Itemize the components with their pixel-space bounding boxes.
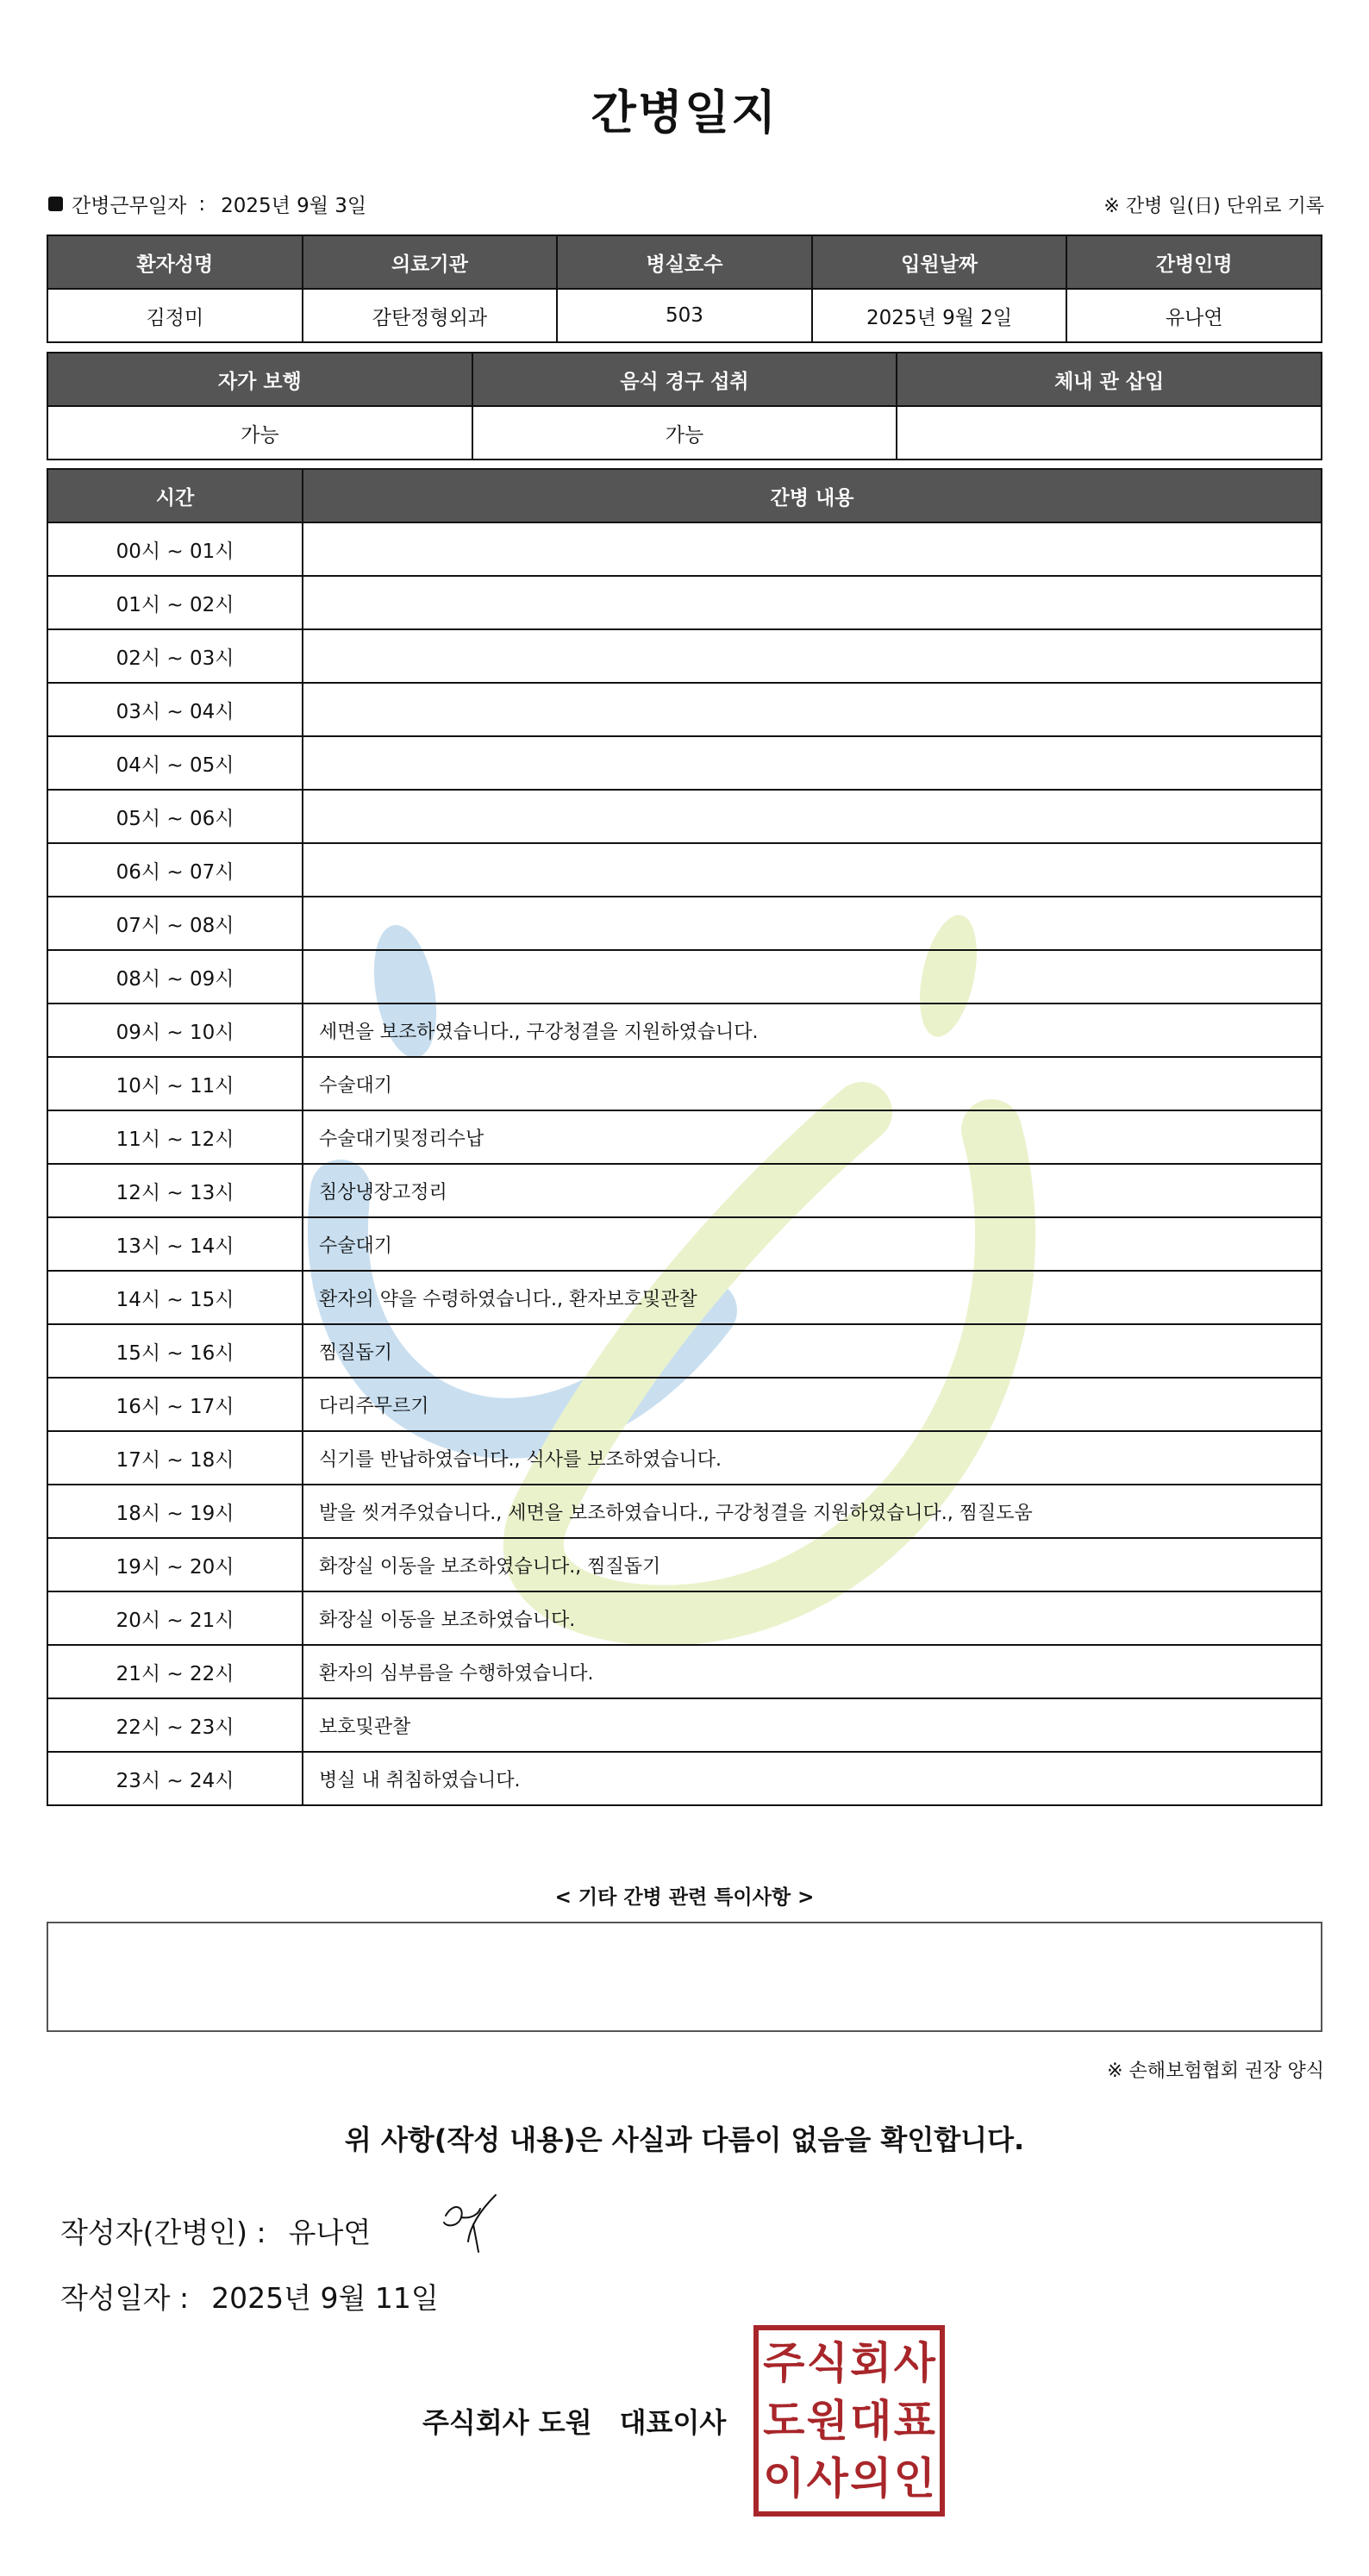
care-log-content — [303, 736, 1322, 790]
writer-label: 작성자(간병인) : — [60, 2216, 266, 2249]
room-number: 503 — [557, 289, 812, 342]
unit-note: ※ 간병 일(日) 단위로 기록 — [1103, 196, 1324, 217]
header-admission-date: 입원날짜 — [812, 235, 1067, 289]
patient-status-header-row — [47, 353, 1322, 406]
care-log-row — [47, 790, 1322, 843]
care-log-row — [47, 1004, 1322, 1057]
work-date-label: 간병근무일자 — [72, 195, 187, 217]
care-log-content — [303, 843, 1322, 897]
care-log-content — [303, 576, 1322, 629]
care-log-time: 16시 ~ 17시 — [47, 1378, 303, 1431]
care-log-content: 수술대기 — [303, 1217, 1322, 1271]
care-log-row — [47, 1057, 1322, 1110]
seal-char: 의 — [850, 2454, 892, 2504]
care-log-row — [47, 1698, 1322, 1752]
care-log-time: 03시 ~ 04시 — [47, 683, 303, 736]
company-line — [422, 2401, 726, 2441]
header-patient-name: 환자성명 — [47, 235, 303, 289]
seal-char: 인 — [893, 2454, 935, 2504]
document-title: 간병일지 — [591, 85, 778, 140]
care-log-row — [47, 950, 1322, 1004]
care-log-content: 환자의 약을 수령하였습니다., 환자보호및관찰 — [303, 1271, 1322, 1324]
header-tube-insertion: 체내 관 삽입 — [897, 353, 1322, 406]
care-log-content: 화장실 이동을 보조하였습니다., 찜질돕기 — [303, 1538, 1322, 1591]
written-date-line — [60, 2276, 439, 2317]
company-seal-stamp — [753, 2325, 945, 2517]
company-representative-title: 대표이사 — [619, 2406, 727, 2439]
tube-insertion — [897, 406, 1322, 460]
care-log-time: 13시 ~ 14시 — [47, 1217, 303, 1271]
care-log-time: 12시 ~ 13시 — [47, 1164, 303, 1217]
care-log-row — [47, 1431, 1322, 1485]
care-log-content: 병실 내 취침하였습니다. — [303, 1752, 1322, 1805]
care-log-time: 06시 ~ 07시 — [47, 843, 303, 897]
care-log-time: 14시 ~ 15시 — [47, 1271, 303, 1324]
care-log-content: 침상냉장고정리 — [303, 1164, 1322, 1217]
seal-char: 주 — [763, 2337, 805, 2388]
care-log-row — [47, 1110, 1322, 1164]
care-log-row — [47, 897, 1322, 950]
care-log-time: 04시 ~ 05시 — [47, 736, 303, 790]
care-log-time: 09시 ~ 10시 — [47, 1004, 303, 1057]
care-log-row — [47, 576, 1322, 629]
writer-name: 유나연 — [288, 2216, 372, 2249]
care-log-content: 다리주무르기 — [303, 1378, 1322, 1431]
seal-char: 사 — [806, 2454, 848, 2504]
care-log-row — [47, 1324, 1322, 1378]
care-log-content — [303, 897, 1322, 950]
care-log-time: 20시 ~ 21시 — [47, 1591, 303, 1645]
header-caregiver-name: 간병인명 — [1066, 235, 1322, 289]
header-self-walking: 자가 보행 — [47, 353, 472, 406]
care-log-content — [303, 790, 1322, 843]
care-log-content: 수술대기및정리수납 — [303, 1110, 1322, 1164]
company-name: 주식회사 도원 — [422, 2406, 592, 2439]
header-time: 시간 — [47, 469, 303, 522]
header-room-number: 병실호수 — [557, 235, 812, 289]
patient-status-table — [47, 352, 1322, 460]
seal-char: 원 — [806, 2395, 848, 2446]
care-log-time: 21시 ~ 22시 — [47, 1645, 303, 1698]
work-date-value: 2025년 9월 3일 — [221, 195, 367, 217]
care-log-row — [47, 736, 1322, 790]
care-log-table — [47, 468, 1322, 1806]
seal-char: 식 — [806, 2337, 848, 2388]
admission-date: 2025년 9월 2일 — [812, 289, 1067, 342]
work-date — [48, 190, 366, 218]
patient-info-table — [47, 234, 1322, 343]
hospital: 감탄정형외과 — [303, 289, 558, 342]
confirmation-statement: 위 사항(작성 내용)은 사실과 다름이 없음을 확인합니다. — [344, 2123, 1025, 2156]
care-log-content: 발을 씻겨주었습니다., 세면을 보조하였습니다., 구강청결을 지원하였습니다., 찜질도움 — [303, 1485, 1322, 1538]
bullet-square-icon — [48, 197, 63, 211]
care-log-time: 15시 ~ 16시 — [47, 1324, 303, 1378]
care-log-row — [47, 1271, 1322, 1324]
header-oral-intake: 음식 경구 섭취 — [472, 353, 897, 406]
care-log-row — [47, 1752, 1322, 1805]
caregiver-name: 유나연 — [1066, 289, 1322, 342]
header-care-content: 간병 내용 — [303, 469, 1322, 522]
care-log-content — [303, 629, 1322, 683]
care-log-row — [47, 1217, 1322, 1271]
care-log-row — [47, 1645, 1322, 1698]
care-log-content: 환자의 심부름을 수행하였습니다. — [303, 1645, 1322, 1698]
seal-char: 회 — [850, 2337, 892, 2388]
care-log-row — [47, 1378, 1322, 1431]
care-log-time: 23시 ~ 24시 — [47, 1752, 303, 1805]
form-note: ※ 손해보험협회 권장 양식 — [1107, 2060, 1324, 2082]
care-log-row — [47, 1485, 1322, 1538]
care-log-row — [47, 522, 1322, 576]
seal-char: 대 — [850, 2395, 892, 2446]
care-log-time: 02시 ~ 03시 — [47, 629, 303, 683]
care-log-content: 수술대기 — [303, 1057, 1322, 1110]
care-log-content: 보호및관찰 — [303, 1698, 1322, 1752]
seal-char: 도 — [763, 2395, 805, 2446]
patient-info-value-row — [47, 289, 1322, 342]
seal-char: 사 — [893, 2337, 935, 2388]
care-log-content — [303, 522, 1322, 576]
remarks-box — [47, 1922, 1322, 2032]
care-log-row — [47, 629, 1322, 683]
care-log-content: 세면을 보조하였습니다., 구강청결을 지원하였습니다. — [303, 1004, 1322, 1057]
seal-char: 표 — [893, 2395, 935, 2446]
care-log-content — [303, 950, 1322, 1004]
care-log-time: 05시 ~ 06시 — [47, 790, 303, 843]
remarks-title: < 기타 간병 관련 특이사항 > — [554, 1886, 815, 1909]
self-walking: 가능 — [47, 406, 472, 460]
care-log-content — [303, 683, 1322, 736]
patient-info-header-row — [47, 235, 1322, 289]
header-hospital: 의료기관 — [303, 235, 558, 289]
care-log-content: 찜질돕기 — [303, 1324, 1322, 1378]
care-log-time: 08시 ~ 09시 — [47, 950, 303, 1004]
patient-status-value-row — [47, 406, 1322, 460]
care-log-time: 11시 ~ 12시 — [47, 1110, 303, 1164]
care-log-time: 07시 ~ 08시 — [47, 897, 303, 950]
care-log-time: 10시 ~ 11시 — [47, 1057, 303, 1110]
care-log-row — [47, 1164, 1322, 1217]
care-log-time: 19시 ~ 20시 — [47, 1538, 303, 1591]
care-log-content: 식기를 반납하였습니다., 식사를 보조하였습니다. — [303, 1431, 1322, 1485]
care-log-time: 00시 ~ 01시 — [47, 522, 303, 576]
written-date-label: 작성일자 : — [60, 2281, 190, 2315]
written-date-value: 2025년 9월 11일 — [211, 2281, 439, 2315]
writer-line — [60, 2210, 371, 2251]
work-date-colon: : — [198, 192, 206, 216]
seal-char: 이 — [763, 2454, 805, 2504]
care-log-time: 17시 ~ 18시 — [47, 1431, 303, 1485]
care-log-time: 22시 ~ 23시 — [47, 1698, 303, 1752]
care-log-row — [47, 1591, 1322, 1645]
signature — [435, 2190, 504, 2259]
care-log-row — [47, 843, 1322, 897]
care-log-row — [47, 1538, 1322, 1591]
patient-name: 김정미 — [47, 289, 303, 342]
care-log-time: 18시 ~ 19시 — [47, 1485, 303, 1538]
oral-intake: 가능 — [472, 406, 897, 460]
care-log-time: 01시 ~ 02시 — [47, 576, 303, 629]
care-log-content: 화장실 이동을 보조하였습니다. — [303, 1591, 1322, 1645]
care-log-row — [47, 683, 1322, 736]
care-log-header-row — [47, 469, 1322, 522]
